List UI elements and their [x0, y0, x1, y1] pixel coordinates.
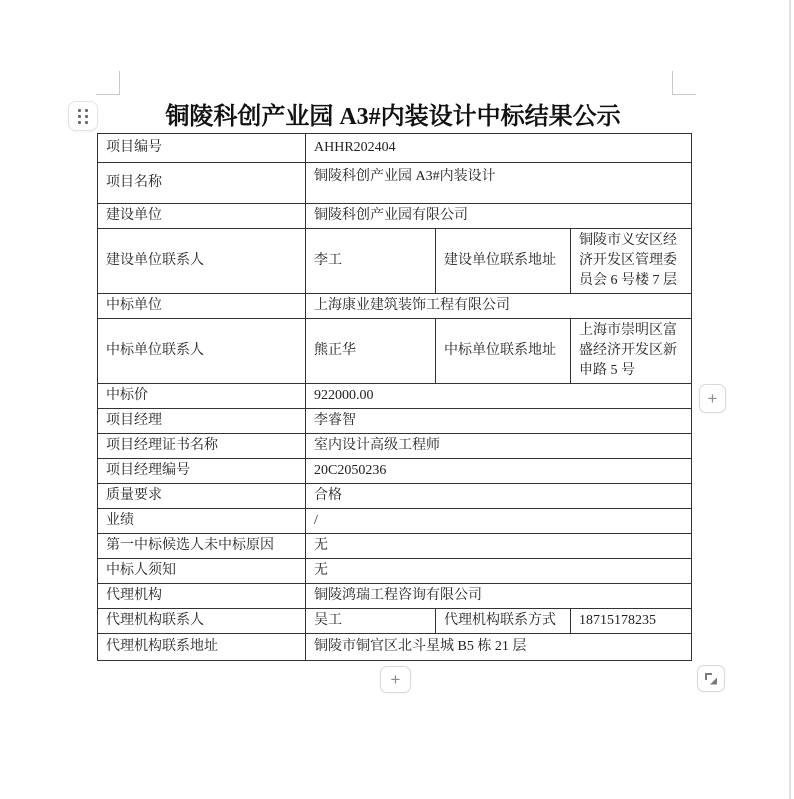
table-cell-label[interactable]: 第一中标候选人未中标原因 — [98, 534, 306, 559]
table-cell-value[interactable]: 熊正华 — [306, 319, 436, 384]
table-row — [98, 609, 692, 634]
table-cell-value[interactable]: / — [306, 509, 692, 534]
table-cell-label[interactable]: 中标单位联系地址 — [436, 319, 571, 384]
table-cell-label[interactable]: 代理机构联系方式 — [436, 609, 571, 634]
document-title[interactable]: 铜陵科创产业园 A3#内装设计中标结果公示 — [165, 104, 621, 130]
table-cell-value[interactable]: 无 — [306, 534, 692, 559]
table-row — [98, 584, 692, 609]
table-cell-value[interactable]: 李工 — [306, 229, 436, 294]
table-cell-value[interactable]: 上海康业建筑装饰工程有限公司 — [306, 294, 692, 319]
table-cell-value[interactable]: 922000.00 — [306, 384, 692, 409]
table-row — [98, 294, 692, 319]
table-cell-label[interactable]: 项目经理证书名称 — [98, 434, 306, 459]
table-cell-value[interactable]: 铜陵科创产业园有限公司 — [306, 204, 692, 229]
table-cell-value[interactable]: 吴工 — [306, 609, 436, 634]
table-cell-value[interactable]: 铜陵市铜官区北斗星城 B5 栋 21 层 — [306, 634, 692, 661]
expand-icon — [705, 673, 717, 685]
table-row — [98, 434, 692, 459]
table-cell-value[interactable]: 20C2050236 — [306, 459, 692, 484]
plus-icon: + — [390, 670, 401, 689]
insert-row-button[interactable] — [699, 384, 726, 413]
table-cell-value[interactable]: 铜陵市义安区经济开发区管理委员会 6 号楼 7 层 — [571, 229, 692, 294]
table-cell-value[interactable]: 上海市崇明区富盛经济开发区新申路 5 号 — [571, 319, 692, 384]
table-cell-label[interactable]: 建设单位 — [98, 204, 306, 229]
table-cell-value[interactable]: 合格 — [306, 484, 692, 509]
table-cell-value[interactable]: 18715178235 — [571, 609, 692, 634]
add-block-button[interactable] — [380, 666, 411, 693]
table-row — [98, 484, 692, 509]
table-row — [98, 134, 692, 163]
table-row — [98, 559, 692, 584]
scrollbar-track[interactable] — [789, 0, 791, 799]
table-row — [98, 229, 692, 294]
table-row — [98, 384, 692, 409]
table-cell-label[interactable]: 项目经理 — [98, 409, 306, 434]
table-row — [98, 509, 692, 534]
table-row — [98, 634, 692, 661]
table-row — [98, 204, 692, 229]
table-cell-label[interactable]: 项目编号 — [98, 134, 306, 163]
table-cell-label[interactable]: 中标单位联系人 — [98, 319, 306, 384]
bid-result-table — [97, 133, 692, 661]
table-cell-label[interactable]: 项目名称 — [98, 163, 306, 204]
table-cell-label[interactable]: 质量要求 — [98, 484, 306, 509]
table-cell-value[interactable]: 铜陵鸿瑞工程咨询有限公司 — [306, 584, 692, 609]
margin-mark-top-right — [672, 71, 696, 95]
table-cell-label[interactable]: 代理机构联系人 — [98, 609, 306, 634]
plus-icon: + — [707, 389, 718, 408]
table-cell-value[interactable]: 无 — [306, 559, 692, 584]
table-row — [98, 409, 692, 434]
table-cell-label[interactable]: 建设单位联系地址 — [436, 229, 571, 294]
table-cell-label[interactable]: 中标人须知 — [98, 559, 306, 584]
table-cell-label[interactable]: 代理机构联系地址 — [98, 634, 306, 661]
table-cell-value[interactable]: 铜陵科创产业园 A3#内装设计 — [306, 163, 692, 204]
table-cell-label[interactable]: 项目经理编号 — [98, 459, 306, 484]
table-row — [98, 163, 692, 204]
table-cell-value[interactable]: 室内设计高级工程师 — [306, 434, 692, 459]
margin-mark-top-left — [96, 71, 120, 95]
table-cell-label[interactable]: 代理机构 — [98, 584, 306, 609]
table-cell-value[interactable]: AHHR202404 — [306, 134, 692, 163]
table-cell-label[interactable]: 建设单位联系人 — [98, 229, 306, 294]
table-row — [98, 319, 692, 384]
table-cell-value[interactable]: 李睿智 — [306, 409, 692, 434]
expand-table-button[interactable] — [697, 665, 725, 692]
table-cell-label[interactable]: 业绩 — [98, 509, 306, 534]
table-cell-label[interactable]: 中标价 — [98, 384, 306, 409]
table-row — [98, 534, 692, 559]
table-cell-label[interactable]: 中标单位 — [98, 294, 306, 319]
table-row — [98, 459, 692, 484]
